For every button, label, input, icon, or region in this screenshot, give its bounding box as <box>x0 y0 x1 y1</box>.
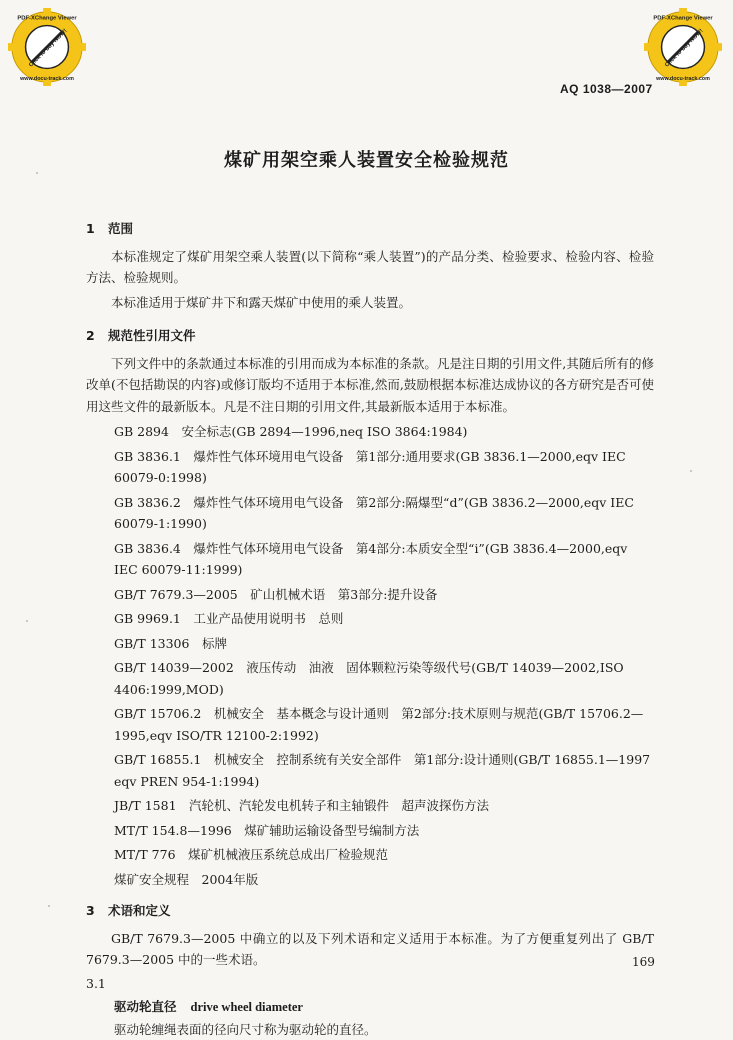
reference-item: GB 2894 安全标志(GB 2894—1996,neq ISO 3864:1984) <box>114 421 654 443</box>
section-heading <box>86 218 654 240</box>
pdf-xchange-badge-icon[interactable] <box>8 8 86 86</box>
section-number: 2 <box>86 325 108 347</box>
document-title: 煤矿用架空乘人装置安全检验规范 <box>0 146 733 172</box>
badge-text-top: PDF-XChange Viewer <box>653 16 713 22</box>
term-chinese: 驱动轮直径 <box>114 999 177 1014</box>
reference-item: MT/T 154.8—1996 煤矿辅助运输设备型号编制方法 <box>114 820 654 842</box>
term-number: 3.1 <box>86 973 654 995</box>
document-body <box>86 210 654 1040</box>
badge-text-bottom: www.docu-track.com <box>19 76 74 82</box>
scan-speck <box>36 172 38 174</box>
section-title: 术语和定义 <box>108 903 171 918</box>
reference-list <box>86 421 654 890</box>
reference-item: GB/T 13306 标牌 <box>114 633 654 655</box>
badge-text-mid: Click to buy NOW! <box>28 28 68 68</box>
pdf-xchange-badge-icon[interactable] <box>644 8 722 86</box>
term-entry <box>114 996 654 1019</box>
reference-item: 煤矿安全规程 2004年版 <box>114 869 654 891</box>
paragraph: 本标准规定了煤矿用架空乘人装置(以下简称“乘人装置”)的产品分类、检验要求、检验内容、检验方法、检验规则。 <box>86 246 654 289</box>
reference-item: GB/T 15706.2 机械安全 基本概念与设计通则 第2部分:技术原则与规范(GB/T 15706.2—1995,eqv ISO/TR 12100-2:1992) <box>114 703 654 746</box>
reference-item: GB 3836.1 爆炸性气体环境用电气设备 第1部分:通用要求(GB 3836.1—2000,eqv IEC 60079-0:1998) <box>114 446 654 489</box>
reference-item: GB 9969.1 工业产品使用说明书 总则 <box>114 608 654 630</box>
badge-text-bottom: www.docu-track.com <box>655 76 710 82</box>
reference-item: MT/T 776 煤矿机械液压系统总成出厂检验规范 <box>114 844 654 866</box>
paragraph: 下列文件中的条款通过本标准的引用而成为本标准的条款。凡是注日期的引用文件,其随后所有的修改单(不包括勘误的内容)或修订版均不适用于本标准,然而,鼓励根据本标准达成协议的各方研究是否可使用这些文件的最新版本。凡是不注日期的引用文件,其最新版本适用于本标准。 <box>86 353 654 418</box>
section-title: 范围 <box>108 221 133 236</box>
scan-speck <box>690 470 692 472</box>
paragraph: 本标准适用于煤矿井下和露天煤矿中使用的乘人装置。 <box>86 292 654 314</box>
section-heading <box>86 900 654 922</box>
standard-code: AQ 1038—2007 <box>560 82 653 96</box>
section-number: 3 <box>86 900 108 922</box>
scan-speck <box>26 620 28 622</box>
scan-speck <box>48 905 50 907</box>
term-english: drive wheel diameter <box>191 1000 303 1014</box>
reference-item: GB 3836.2 爆炸性气体环境用电气设备 第2部分:隔爆型“d”(GB 3836.2—2000,eqv IEC 60079-1:1990) <box>114 492 654 535</box>
reference-item: GB/T 14039—2002 液压传动 油液 固体颗粒污染等级代号(GB/T 14039—2002,ISO 4406:1999,MOD) <box>114 657 654 700</box>
section-heading <box>86 325 654 347</box>
page-number: 169 <box>632 955 655 969</box>
paragraph: GB/T 7679.3—2005 中确立的以及下列术语和定义适用于本标准。为了方便重复列出了 GB/T 7679.3—2005 中的一些术语。 <box>86 928 654 971</box>
reference-item: GB/T 16855.1 机械安全 控制系统有关安全部件 第1部分:设计通则(GB/T 16855.1—1997 eqv PREN 954-1:1994) <box>114 749 654 792</box>
reference-item: GB/T 7679.3—2005 矿山机械术语 第3部分:提升设备 <box>114 584 654 606</box>
badge-text-top: PDF-XChange Viewer <box>17 16 77 22</box>
reference-item: GB 3836.4 爆炸性气体环境用电气设备 第4部分:本质安全型“i”(GB 3836.4—2000,eqv IEC 60079-11:1999) <box>114 538 654 581</box>
section-title: 规范性引用文件 <box>108 328 196 343</box>
reference-item: JB/T 1581 汽轮机、汽轮发电机转子和主轴锻件 超声波探伤方法 <box>114 795 654 817</box>
term-definition: 驱动轮缠绳表面的径向尺寸称为驱动轮的直径。 <box>114 1019 654 1040</box>
section-number: 1 <box>86 218 108 240</box>
badge-text-mid: Click to buy NOW! <box>664 28 704 68</box>
